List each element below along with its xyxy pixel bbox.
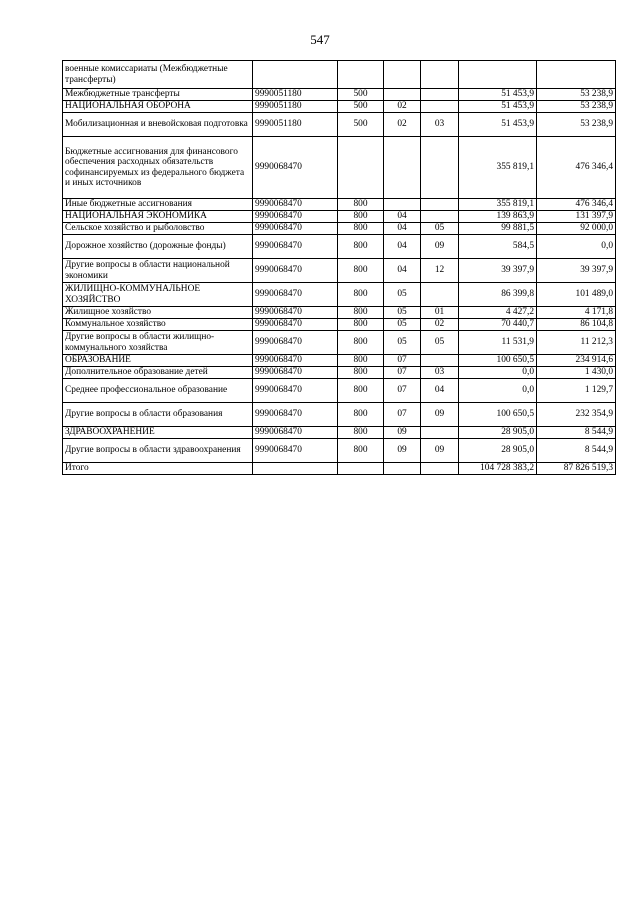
cell-vr: 800 [338,367,384,379]
cell-sum-2: 39 397,9 [537,259,616,283]
cell-sum-1: 86 399,8 [459,283,537,307]
cell-sum-2: 8 544,9 [537,427,616,439]
cell-code: 9990068470 [253,331,338,355]
cell-sum-2: 8 544,9 [537,439,616,463]
table-row [63,61,616,89]
budget-table [62,60,616,475]
cell-sum-2: 4 171,8 [537,307,616,319]
table-row [63,211,616,223]
cell-pr: 09 [421,235,459,259]
cell-rz [384,89,421,101]
cell-pr: 09 [421,439,459,463]
cell-sum-1: 100 650,5 [459,403,537,427]
cell-rz: 09 [384,427,421,439]
cell-name: Среднее профессиональное образование [63,379,253,403]
cell-sum-1: 51 453,9 [459,113,537,137]
cell-pr: 01 [421,307,459,319]
cell-rz: 05 [384,331,421,355]
cell-sum-1: 355 819,1 [459,199,537,211]
cell-sum-2: 11 212,3 [537,331,616,355]
cell-sum-2: 53 238,9 [537,89,616,101]
cell-vr: 800 [338,319,384,331]
cell-pr [421,427,459,439]
cell-pr: 12 [421,259,459,283]
cell-code: 9990051180 [253,113,338,137]
cell-vr: 800 [338,259,384,283]
cell-pr: 04 [421,379,459,403]
cell-code [253,61,338,89]
table-row [63,355,616,367]
cell-pr [421,211,459,223]
cell-name: Сельское хозяйство и рыболовство [63,223,253,235]
cell-sum-1: 51 453,9 [459,101,537,113]
cell-code: 9990068470 [253,211,338,223]
cell-sum-1: 11 531,9 [459,331,537,355]
cell-name: Дополнительное образование детей [63,367,253,379]
cell-name: Другие вопросы в области образования [63,403,253,427]
cell-pr: 05 [421,331,459,355]
cell-sum-1: 39 397,9 [459,259,537,283]
page-number: 547 [310,32,330,47]
cell-sum-2: 0,0 [537,235,616,259]
cell-sum-1 [459,61,537,89]
cell-sum-2: 232 354,9 [537,403,616,427]
cell-pr: 03 [421,367,459,379]
table-row [63,367,616,379]
cell-sum-1: 28 905,0 [459,439,537,463]
cell-name: Бюджетные ассигнования для финансового обеспечения расходных обязательств софинансируемых из федерального бюджета и иных источников [63,137,253,199]
cell-rz: 07 [384,367,421,379]
cell-name: Межбюджетные трансферты [63,89,253,101]
cell-code: 9990068470 [253,439,338,463]
cell-sum-2: 476 346,4 [537,137,616,199]
cell-vr: 800 [338,427,384,439]
cell-sum-1: 100 650,5 [459,355,537,367]
cell-vr: 800 [338,307,384,319]
cell-name: ЗДРАВООХРАНЕНИЕ [63,427,253,439]
cell-sum-1: 0,0 [459,367,537,379]
cell-name: Другие вопросы в области здравоохранения [63,439,253,463]
table-row [63,331,616,355]
cell-pr [421,283,459,307]
table-row [63,101,616,113]
cell-sum-2 [537,61,616,89]
cell-vr: 500 [338,113,384,137]
cell-sum-2: 92 000,0 [537,223,616,235]
cell-rz: 05 [384,307,421,319]
cell-code: 9990068470 [253,367,338,379]
cell-pr [421,89,459,101]
cell-vr [338,61,384,89]
cell-code: 9990068470 [253,379,338,403]
table-row [63,403,616,427]
cell-vr: 500 [338,101,384,113]
cell-name: Коммунальное хозяйство [63,319,253,331]
cell-name: Иные бюджетные ассигнования [63,199,253,211]
cell-code: 9990068470 [253,319,338,331]
cell-sum-2: 131 397,9 [537,211,616,223]
cell-name: Другие вопросы в области жилищно-коммунального хозяйства [63,331,253,355]
table-row [63,427,616,439]
cell-sum-1: 4 427,2 [459,307,537,319]
cell-pr: 02 [421,319,459,331]
cell-sum-2: 234 914,6 [537,355,616,367]
cell-vr: 500 [338,89,384,101]
cell-vr: 800 [338,379,384,403]
cell-vr: 800 [338,235,384,259]
cell-sum-1: 70 440,7 [459,319,537,331]
table-row [63,283,616,307]
cell-name: Другие вопросы в области национальной экономики [63,259,253,283]
cell-sum-1: 355 819,1 [459,137,537,199]
cell-vr: 800 [338,223,384,235]
cell-sum-2: 87 826 519,3 [537,463,616,475]
cell-name: НАЦИОНАЛЬНАЯ ЭКОНОМИКА [63,211,253,223]
cell-rz [384,61,421,89]
cell-code: 9990068470 [253,283,338,307]
cell-code: 9990068470 [253,137,338,199]
cell-sum-2: 101 489,0 [537,283,616,307]
cell-rz: 05 [384,283,421,307]
table-row [63,223,616,235]
cell-rz: 04 [384,259,421,283]
cell-vr: 800 [338,355,384,367]
cell-sum-1: 28 905,0 [459,427,537,439]
cell-rz: 02 [384,101,421,113]
cell-vr: 800 [338,283,384,307]
table-row [63,137,616,199]
table-row [63,319,616,331]
table-row-total [63,463,616,475]
cell-rz: 07 [384,355,421,367]
cell-code: 9990068470 [253,403,338,427]
cell-rz: 04 [384,211,421,223]
cell-vr: 800 [338,403,384,427]
cell-pr [421,101,459,113]
cell-pr [421,463,459,475]
cell-rz [384,137,421,199]
cell-sum-1: 104 728 383,2 [459,463,537,475]
table-row [63,89,616,101]
cell-pr [421,61,459,89]
cell-pr: 03 [421,113,459,137]
cell-sum-1: 139 863,9 [459,211,537,223]
cell-code: 9990068470 [253,199,338,211]
cell-rz [384,463,421,475]
cell-pr: 09 [421,403,459,427]
cell-vr: 800 [338,331,384,355]
table-row [63,259,616,283]
table-row [63,307,616,319]
cell-code: 9990068470 [253,259,338,283]
cell-name: военные комиссариаты (Межбюджетные трансферты) [63,61,253,89]
cell-sum-1: 99 881,5 [459,223,537,235]
cell-sum-2: 1 129,7 [537,379,616,403]
cell-rz: 02 [384,113,421,137]
cell-sum-2: 53 238,9 [537,101,616,113]
cell-vr: 800 [338,439,384,463]
cell-name: Мобилизационная и вневойсковая подготовка [63,113,253,137]
cell-sum-2: 476 346,4 [537,199,616,211]
cell-sum-1: 0,0 [459,379,537,403]
cell-code: 9990068470 [253,235,338,259]
cell-vr: 800 [338,199,384,211]
cell-pr [421,137,459,199]
cell-rz [384,199,421,211]
cell-sum-1: 584,5 [459,235,537,259]
cell-rz: 04 [384,223,421,235]
table-row [63,199,616,211]
cell-sum-1: 51 453,9 [459,89,537,101]
cell-code: 9990068470 [253,307,338,319]
cell-code: 9990051180 [253,89,338,101]
cell-pr: 05 [421,223,459,235]
cell-code: 9990051180 [253,101,338,113]
cell-vr [338,137,384,199]
cell-rz: 09 [384,439,421,463]
cell-sum-2: 53 238,9 [537,113,616,137]
cell-sum-2: 86 104,8 [537,319,616,331]
cell-code: 9990068470 [253,355,338,367]
cell-rz: 07 [384,379,421,403]
table-row [63,113,616,137]
table-row [63,235,616,259]
cell-name: ОБРАЗОВАНИЕ [63,355,253,367]
cell-pr [421,199,459,211]
table-row [63,379,616,403]
cell-name: Жилищное хозяйство [63,307,253,319]
cell-rz: 05 [384,319,421,331]
cell-pr [421,355,459,367]
cell-code: 9990068470 [253,427,338,439]
cell-rz: 07 [384,403,421,427]
cell-sum-2: 1 430,0 [537,367,616,379]
cell-code: 9990068470 [253,223,338,235]
cell-rz: 04 [384,235,421,259]
cell-name: Дорожное хозяйство (дорожные фонды) [63,235,253,259]
cell-code [253,463,338,475]
cell-vr: 800 [338,211,384,223]
cell-name: Итого [63,463,253,475]
cell-name: ЖИЛИЩНО-КОММУНАЛЬНОЕ ХОЗЯЙСТВО [63,283,253,307]
cell-vr [338,463,384,475]
cell-name: НАЦИОНАЛЬНАЯ ОБОРОНА [63,101,253,113]
table-row [63,439,616,463]
